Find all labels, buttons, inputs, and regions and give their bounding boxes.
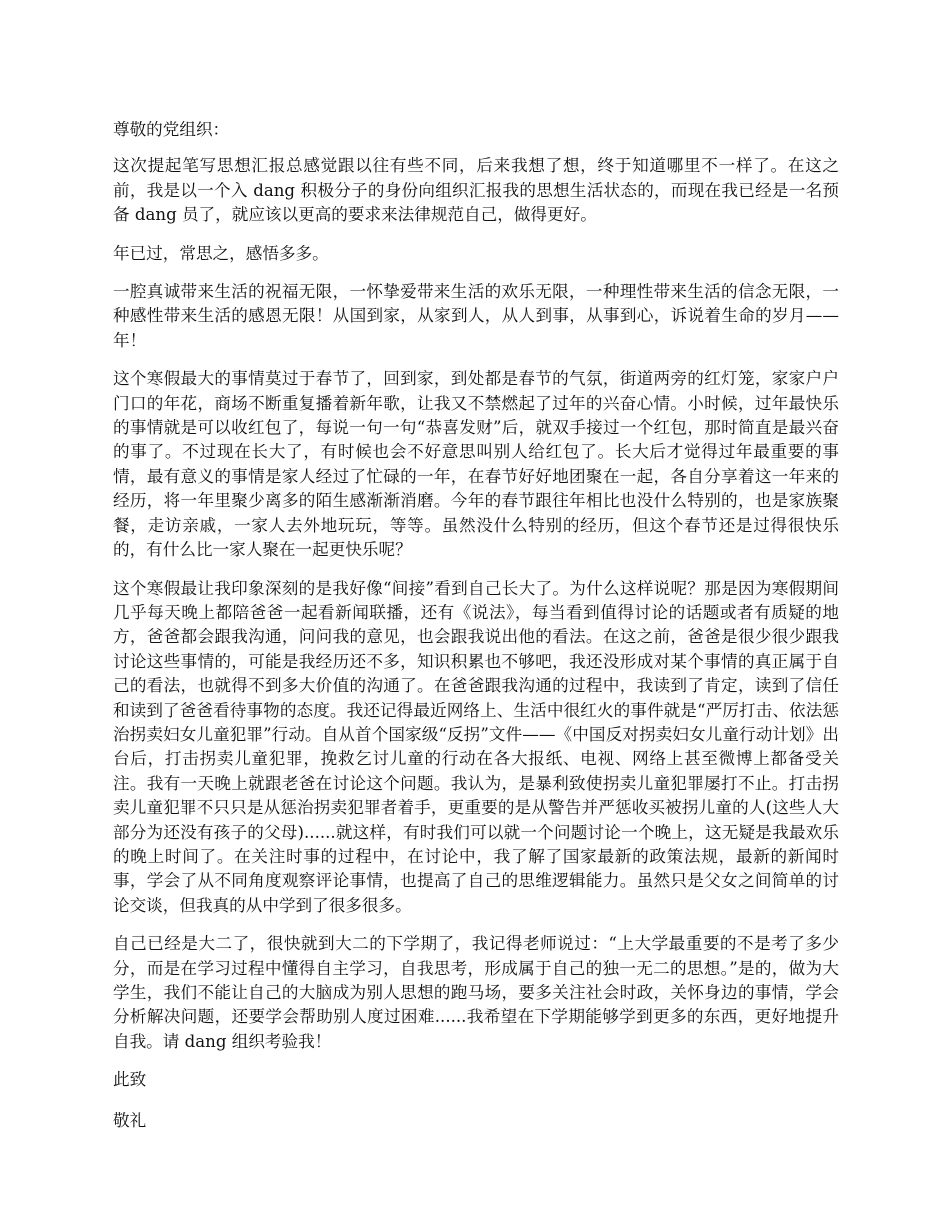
paragraph-growing-up: 这个寒假最让我印象深刻的是我好像“间接”看到自己长大了。为什么这样说呢？那是因为寒假期间几乎每天晚上都陪爸爸一起看新闻联播，还有《说法》，每当看到值得讨论的话题或者有质疑的地方，爸爸都会跟我沟通，问问我的意见，也会跟我说出他的看法。在这之前，爸爸是很少很少跟我讨论这些事情的，可能是我经历还不多，知识积累也不够吧，我还没形成对某个事情的真正属于自己的看法，也就得不到多大价值的沟通了。在爸爸跟我沟通的过程中，我读到了肯定，读到了信任和读到了爸爸看待事物的态度。我还记得最近网络上、生活中很红火的事件就是“严厉打击、依法惩治拐卖妇女儿童犯罪”行动。自从首个国家级“反拐”文件——《中国反对拐卖妇女儿童行动计划》出台后，打击拐卖儿童犯罪，挽救乞讨儿童的行动在各大报纸、电视、网络上甚至微博上都备受关注。我有一天晚上就跟老爸在讨论这个问题。我认为，是暴利致使拐卖儿童犯罪屡打不止。打击拐卖儿童犯罪不只只是从惩治拐卖犯罪者着手，更重要的是从警告并严惩收买被拐儿童的人(这些人大部分为还没有孩子的父母)......就这样，有时我们可以就一个问题讨论一个晚上，这无疑是我最欢乐的晚上时间了。在关注时事的过程中，在讨论中，我了解了国家最新的政策法规，最新的新闻时事，学会了从不同角度观察评论事情，也提高了自己的思维逻辑能力。虽然只是父女之间简单的讨论交谈，但我真的从中学到了很多很多。 xyxy=(113,578,839,915)
paragraph-spring-festival: 这个寒假最大的事情莫过于春节了，回到家，到处都是春节的气氛，街道两旁的红灯笼，家家户户门口的年花，商场不断重复播着新年歌，让我又不禁燃起了过年的兴奋心情。小时候，过年最快乐的事情就是可以收红包了，每说一句一句“恭喜发财”后，就双手接过一个红包，那时简直是最兴奋的事了。不过现在长大了，有时候也会不好意思叫别人给红包了。长大后才觉得过年最重要的事情，最有意义的事情是家人经过了忙碌的一年，在春节好好地团聚在一起，各自分享着这一年来的经历，将一年里聚少离多的陌生感渐渐消磨。今年的春节跟往年相比也没什么特别的，也是家族聚餐，走访亲戚，一家人去外地玩玩，等等。虽然没什么特别的经历，但这个春节还是过得很快乐的，有什么比一家人聚在一起更快乐呢？ xyxy=(113,369,839,560)
closing-cizhi: 此致 xyxy=(113,1070,147,1090)
salutation: 尊敬的党组织： xyxy=(113,120,230,139)
letter-document xyxy=(113,118,839,1149)
paragraph-intro: 这次提起笔写思想汇报总感觉跟以往有些不同，后来我想了想，终于知道哪里不一样了。在这之前，我是以一个入 dang 积极分子的身份向组织汇报我的思想生活状态的，而现在我已经是一名预备 dang 员了，就应该以更高的要求来法律规范自己，做得更好。 xyxy=(113,156,839,225)
paragraph-blessings: 一腔真诚带来生活的祝福无限，一怀挚爱带来生活的欢乐无限，一种理性带来生活的信念无限，一种感性带来生活的感恩无限！从国到家，从家到人，从人到事，从事到心，诉说着生命的岁月——年！ xyxy=(113,282,839,350)
paragraph-sophomore: 自己已经是大二了，很快就到大二的下学期了，我记得老师说过：“上大学最重要的不是考了多少分，而是在学习过程中懂得自主学习，自我思考，形成属于自己的独一无二的思想。”是的，做为大学生，我们不能让自己的大脑成为别人思想的跑马场，要多关注社会时政，关怀身边的事情，学会分析解决问题，还要学会帮助别人度过困难......我希望在下学期能够学到更多的东西，更好地提升自我。请 dang 组织考验我！ xyxy=(113,934,839,1051)
closing-jingli: 敬礼 xyxy=(113,1110,147,1130)
paragraph-reflection: 年已过，常思之，感悟多多。 xyxy=(113,243,329,263)
